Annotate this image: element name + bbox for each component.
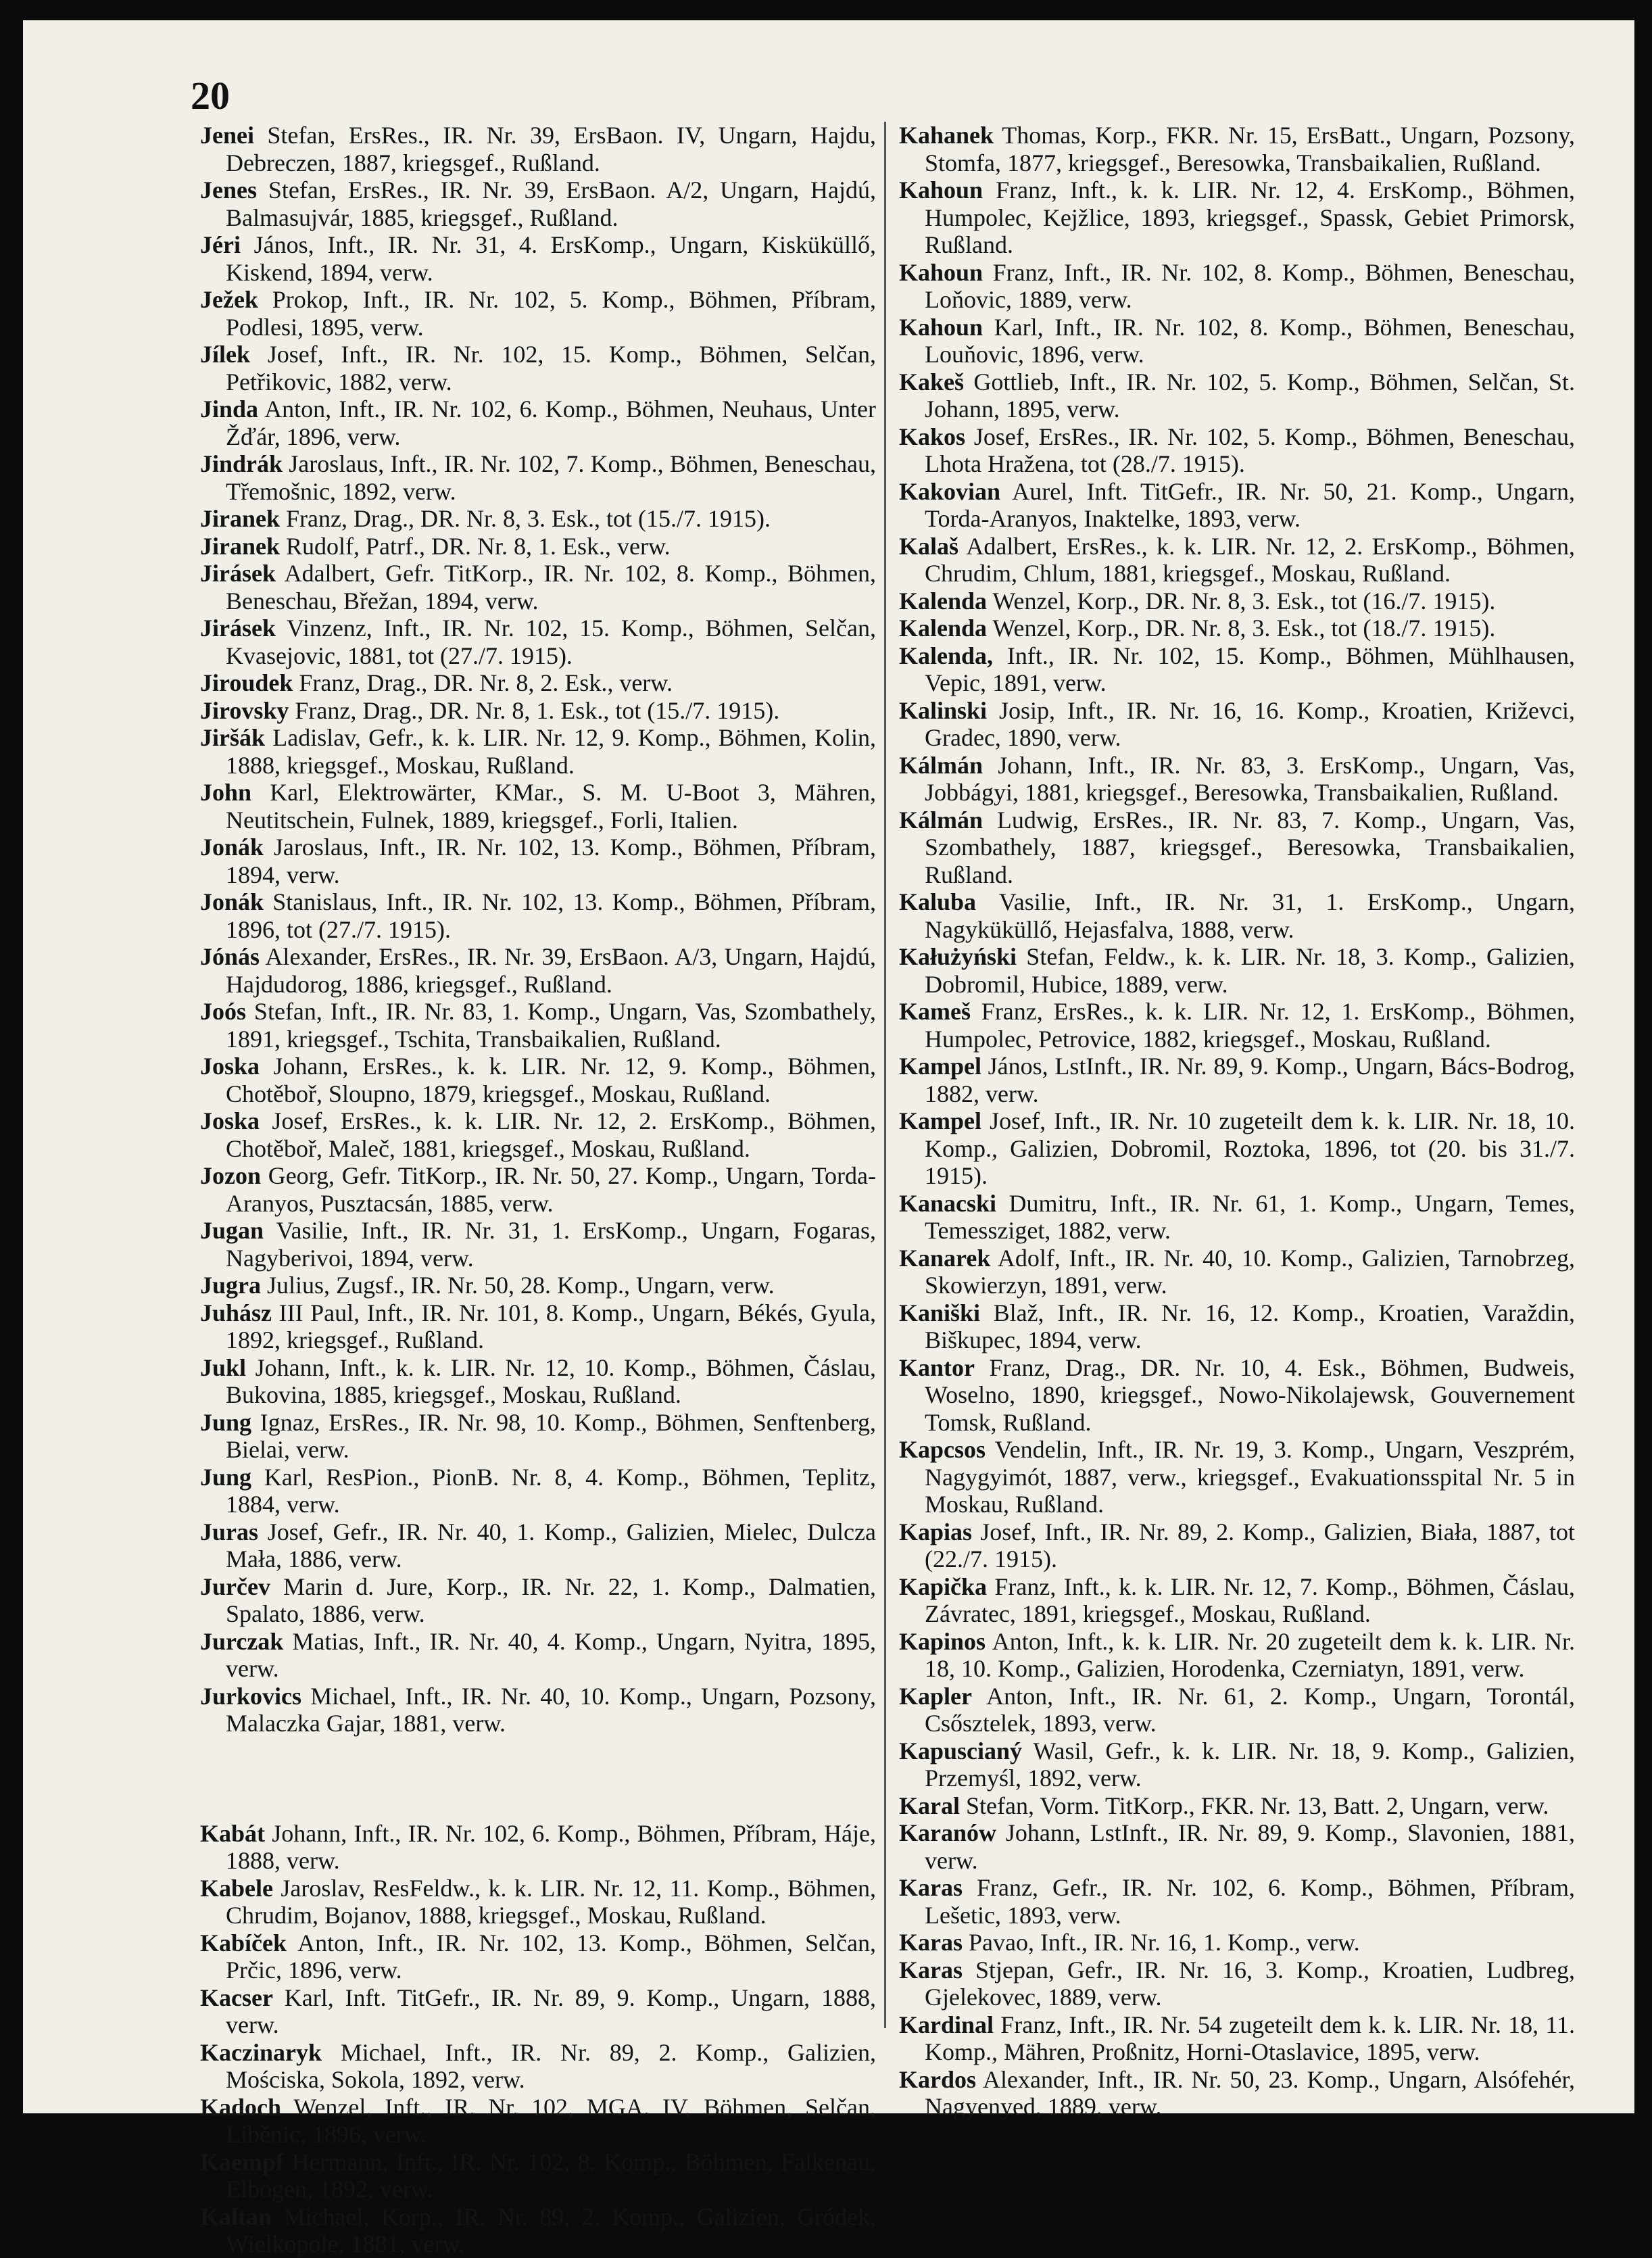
list-entry — [200, 1053, 876, 1107]
entry-surname: Kalenda, — [899, 642, 994, 669]
entry-details: Anton, Inft., IR. Nr. 102, 6. Komp., Böhmen, Neuhaus, Unter Žďár, 1896, verw. — [226, 395, 876, 450]
list-entry — [899, 1874, 1575, 1929]
entry-surname: Jiršák — [200, 724, 266, 751]
list-entry — [200, 669, 876, 697]
list-entry — [200, 2148, 876, 2203]
entry-details: Georg, Gefr. TitKorp., IR. Nr. 50, 27. Komp., Ungarn, Torda-Aranyos, Pusztacsán, 1885, verw. — [226, 1162, 876, 1217]
entry-details: Franz, Inft., IR. Nr. 102, 8. Komp., Böhmen, Beneschau, Loňovic, 1889, verw. — [925, 258, 1575, 313]
entry-surname: Jozon — [200, 1162, 261, 1189]
entry-surname: Kaltan — [200, 2203, 272, 2230]
entry-details: Johann, Inft., IR. Nr. 102, 6. Komp., Böhmen, Příbram, Háje, 1888, verw. — [226, 1819, 876, 1874]
list-entry — [200, 779, 876, 834]
entry-details: Wenzel, Korp., DR. Nr. 8, 3. Esk., tot (16./7. 1915). — [987, 587, 1496, 615]
entry-details: Vasilie, Inft., IR. Nr. 31, 1. ErsKomp., Ungarn, Fogaras, Nagyberivoi, 1894, verw. — [226, 1217, 876, 1272]
entry-surname: Jonák — [200, 834, 264, 861]
entry-details: Jaroslaus, Inft., IR. Nr. 102, 13. Komp., Böhmen, Příbram, 1894, verw. — [226, 834, 876, 888]
entry-details: Anton, Inft., k. k. LIR. Nr. 20 zugeteilt dem k. k. LIR. Nr. 18, 10. Komp., Galizien, Horodenka, Czerniatyn, 1891, verw. — [925, 1627, 1575, 1682]
entry-surname: Ježek — [200, 286, 258, 313]
entry-surname: Jéri — [200, 231, 241, 258]
list-entry — [899, 752, 1575, 807]
entry-details: Karl, ResPion., PionB. Nr. 8, 4. Komp., Böhmen, Teplitz, 1884, verw. — [226, 1463, 876, 1518]
entry-surname: Kardos — [899, 2065, 977, 2093]
entry-surname: Kakovian — [899, 477, 1001, 505]
entry-details: Franz, ErsRes., k. k. LIR. Nr. 12, 1. ErsKomp., Böhmen, Humpolec, Petrovice, 1882, kriegsgef., Moskau, Rußland. — [925, 998, 1575, 1053]
document-page — [23, 20, 1634, 2257]
entry-surname: Juras — [200, 1518, 259, 1545]
entry-details: Blaž, Inft., IR. Nr. 16, 12. Komp., Kroatien, Varaždin, Biškupec, 1894, verw. — [925, 1299, 1575, 1353]
list-entry — [200, 1628, 876, 1683]
entry-surname: Jugan — [200, 1217, 264, 1244]
entry-details: Franz, Inft., k. k. LIR. Nr. 12, 4. ErsKomp., Böhmen, Humpolec, Kejžlice, 1893, kriegsgef., Spassk, Gebiet Primorsk, Rußland. — [925, 176, 1575, 258]
entry-details: Josip, Inft., IR. Nr. 16, 16. Komp., Kroatien, Križevci, Gradec, 1890, verw. — [925, 696, 1575, 751]
entry-details: Franz, Inft., IR. Nr. 54 zugeteilt dem k. k. LIR. Nr. 18, 11. Komp., Mähren, Proßnitz, Horni-Otaslavice, 1895, verw. — [925, 2011, 1575, 2065]
entry-surname: Joska — [200, 1107, 260, 1134]
entry-details: Thomas, Korp., FKR. Nr. 15, ErsBatt., Ungarn, Pozsony, Stomfa, 1877, kriegsgef., Beresowka, Transbaikalien, Rußland. — [925, 122, 1575, 176]
list-entry — [200, 1929, 876, 1984]
entry-surname: Jenei — [200, 122, 254, 149]
list-entry — [200, 1820, 876, 1875]
list-entry — [200, 395, 876, 450]
entry-details: Karl, Inft. TitGefr., IR. Nr. 89, 9. Komp., Ungarn, 1888, verw. — [226, 1984, 876, 2038]
entry-details: Adalbert, Gefr. TitKorp., IR. Nr. 102, 8. Komp., Böhmen, Beneschau, Břežan, 1894, verw. — [226, 560, 876, 615]
entry-surname: Jiranek — [200, 532, 281, 560]
list-entry — [899, 943, 1575, 998]
entry-details: Ignaz, ErsRes., IR. Nr. 98, 10. Komp., Böhmen, Senftenberg, Bielai, verw. — [226, 1408, 876, 1463]
list-entry — [200, 450, 876, 505]
entry-surname: Kantor — [899, 1353, 975, 1381]
entry-details: Karl, Inft., IR. Nr. 102, 8. Komp., Böhmen, Beneschau, Louňovic, 1896, verw. — [925, 313, 1575, 368]
list-entry — [200, 1573, 876, 1628]
list-entry — [200, 998, 876, 1053]
entry-details: Adolf, Inft., IR. Nr. 40, 10. Komp., Galizien, Tarnobrzeg, Skowierzyn, 1891, verw. — [925, 1244, 1575, 1299]
list-entry — [899, 1299, 1575, 1354]
entry-details: Alexander, ErsRes., IR. Nr. 39, ErsBaon. A/3, Ungarn, Hajdú, Hajdudorog, 1886, kriegsgef., Rußland. — [226, 943, 876, 998]
list-entry — [200, 834, 876, 888]
entry-surname: Kabele — [200, 1874, 273, 1902]
entry-surname: Kameš — [899, 998, 971, 1025]
entry-surname: Kacser — [200, 1984, 273, 2011]
entry-surname: Jílek — [200, 341, 251, 368]
entry-surname: Jukl — [200, 1353, 247, 1381]
entry-details: Johann, Inft., IR. Nr. 83, 3. ErsKomp., Ungarn, Vas, Jobbágyi, 1881, kriegsgef., Beresowka, Transbaikalien, Rußland. — [925, 751, 1575, 806]
entry-surname: Jinda — [200, 395, 259, 423]
entry-details: Pavao, Inft., IR. Nr. 16, 1. Komp., verw. — [963, 1929, 1360, 1956]
entry-details: Stefan, ErsRes., IR. Nr. 39, ErsBaon. IV, Ungarn, Hajdu, Debreczen, 1887, kriegsgef., Rußland. — [226, 122, 876, 176]
entry-details: Ladislav, Gefr., k. k. LIR. Nr. 12, 9. Komp., Böhmen, Kolin, 1888, kriegsgef., Moskau, Rußland. — [226, 724, 876, 779]
entry-details: Ludwig, ErsRes., IR. Nr. 83, 7. Komp., Ungarn, Vas, Szombathely, 1887, kriegsgef., Beresowka, Transbaikalien, Rußland. — [925, 806, 1575, 888]
column-divider — [884, 122, 886, 2028]
entry-details: Josef, Gefr., IR. Nr. 40, 1. Komp., Galizien, Mielec, Dulcza Mała, 1886, verw. — [226, 1518, 876, 1572]
entry-surname: Kahoun — [899, 313, 983, 341]
entry-details: Julius, Zugsf., IR. Nr. 50, 28. Komp., Ungarn, verw. — [261, 1272, 775, 1299]
entry-surname: Jurczak — [200, 1627, 284, 1655]
entry-surname: Kakos — [899, 423, 966, 450]
entry-details: Franz, Drag., DR. Nr. 8, 3. Esk., tot (15./7. 1915). — [280, 505, 771, 532]
list-entry — [899, 1929, 1575, 1956]
list-entry — [200, 286, 876, 341]
list-entry — [899, 1107, 1575, 1190]
list-entry — [899, 314, 1575, 368]
entry-details: Josef, ErsRes., k. k. LIR. Nr. 12, 2. ErsKomp., Böhmen, Chotěboř, Maleč, 1881, kriegsgef., Moskau, Rußland. — [226, 1107, 876, 1162]
entry-details: Adalbert, ErsRes., k. k. LIR. Nr. 12, 2. ErsKomp., Böhmen, Chrudim, Chlum, 1881, kriegsgef., Moskau, Rußland. — [925, 532, 1575, 587]
entry-details: Josef, ErsRes., IR. Nr. 102, 5. Komp., Böhmen, Beneschau, Lhota Hražena, tot (28./7. 1915). — [925, 423, 1575, 477]
entry-surname: Jung — [200, 1408, 252, 1436]
entry-details: Marin d. Jure, Korp., IR. Nr. 22, 1. Komp., Dalmatien, Spalato, 1886, verw. — [226, 1572, 876, 1627]
list-entry — [200, 1217, 876, 1272]
entry-surname: Karas — [899, 1956, 963, 1984]
list-entry — [200, 1299, 876, 1354]
entry-surname: Kaniški — [899, 1299, 981, 1326]
list-entry — [899, 1053, 1575, 1107]
entry-details: Josef, Inft., IR. Nr. 102, 15. Komp., Böhmen, Selčan, Petřikovic, 1882, verw. — [226, 341, 876, 395]
entry-surname: Jirásek — [200, 560, 276, 587]
entry-surname: Kálmán — [899, 751, 983, 779]
entry-surname: Kadoch — [200, 2093, 282, 2121]
entry-details: Matias, Inft., IR. Nr. 40, 4. Komp., Ungarn, Nyitra, 1895, verw. — [226, 1627, 876, 1682]
entry-details: Vasilie, Inft., IR. Nr. 31, 1. ErsKomp., Ungarn, Nagyküküllő, Hejasfalva, 1888, verw. — [925, 888, 1575, 943]
entry-surname: Kampel — [899, 1107, 981, 1134]
entry-details: Franz, Gefr., IR. Nr. 102, 6. Komp., Böhmen, Příbram, Lešetic, 1893, verw. — [925, 1874, 1575, 1929]
list-entry — [899, 587, 1575, 615]
entry-surname: Kampel — [899, 1053, 981, 1080]
entry-surname: John — [200, 779, 252, 806]
left-column — [200, 122, 876, 2258]
list-entry — [899, 1573, 1575, 1628]
entry-surname: Kaczinaryk — [200, 2038, 322, 2066]
entry-surname: Jugra — [200, 1272, 261, 1299]
list-entry — [899, 888, 1575, 943]
list-entry — [899, 423, 1575, 478]
entry-details: Franz, Inft., k. k. LIR. Nr. 12, 7. Komp., Böhmen, Čáslau, Závratec, 1891, kriegsgef., Moskau, Rußland. — [925, 1572, 1575, 1627]
entry-details: Michael, Korp., IR. Nr. 89, 2. Komp., Galizien, Gródek, Wielkopole, 1881, verw. — [226, 2203, 876, 2257]
list-entry — [200, 724, 876, 779]
entry-details: Wenzel, Korp., DR. Nr. 8, 3. Esk., tot (18./7. 1915). — [987, 615, 1496, 642]
entry-surname: Jonák — [200, 888, 264, 915]
entry-surname: Kaempf — [200, 2148, 284, 2176]
list-entry — [200, 1518, 876, 1573]
list-entry — [899, 1436, 1575, 1518]
entry-details: III Paul, Inft., IR. Nr. 101, 8. Komp., Ungarn, Békés, Gyula, 1892, kriegsgef., Rußland. — [226, 1299, 876, 1353]
list-entry — [899, 368, 1575, 423]
list-entry — [200, 697, 876, 725]
list-entry — [200, 2094, 876, 2148]
entry-details: Jaroslaus, Inft., IR. Nr. 102, 7. Komp., Böhmen, Beneschau, Třemošnic, 1892, verw. — [226, 450, 876, 505]
list-entry — [200, 505, 876, 533]
list-entry — [200, 341, 876, 395]
list-entry — [200, 1875, 876, 1929]
entry-surname: Kałużyński — [899, 943, 1017, 970]
entry-surname: Kapcsos — [899, 1436, 986, 1463]
entry-details: Stanislaus, Inft., IR. Nr. 102, 13. Komp., Böhmen, Příbram, 1896, tot (27./7. 1915). — [226, 888, 876, 943]
entry-details: Stefan, Inft., IR. Nr. 83, 1. Komp., Ungarn, Vas, Szombathely, 1891, kriegsgef., Tschita, Transbaikalien, Rußland. — [226, 998, 876, 1053]
entry-surname: Kalinski — [899, 696, 988, 724]
list-entry — [899, 122, 1575, 176]
entry-surname: Karanów — [899, 1819, 996, 1846]
list-entry — [899, 1956, 1575, 2011]
entry-details: János, LstInft., IR. Nr. 89, 9. Komp., Ungarn, Bács-Bodrog, 1882, verw. — [925, 1053, 1575, 1107]
entry-surname: Kahoun — [899, 176, 983, 203]
entry-surname: Kaluba — [899, 888, 977, 915]
entry-surname: Karal — [899, 1792, 960, 1819]
entry-surname: Jirovsky — [200, 696, 289, 724]
entry-details: Stefan, ErsRes., IR. Nr. 39, ErsBaon. A/2, Ungarn, Hajdú, Balmasujvár, 1885, kriegsgef., Rußland. — [226, 176, 876, 231]
entry-details: Wenzel, Inft., IR. Nr. 102, MGA. IV, Böhmen, Selčan, Liběnic, 1896, verw. — [226, 2093, 876, 2148]
list-entry — [200, 1409, 876, 1464]
entry-details: Michael, Inft., IR. Nr. 40, 10. Komp., Ungarn, Pozsony, Malaczka Gajar, 1881, verw. — [226, 1682, 876, 1737]
list-entry — [899, 533, 1575, 587]
list-entry — [899, 642, 1575, 697]
entry-details: Anton, Inft., IR. Nr. 102, 13. Komp., Böhmen, Selčan, Prčic, 1896, verw. — [226, 1929, 876, 1984]
entry-details: Karl, Elektrowärter, KMar., S. M. U-Boot 3, Mähren, Neutitschein, Fulnek, 1889, kriegsgef., Forli, Italien. — [226, 779, 876, 834]
list-entry — [200, 176, 876, 231]
entry-details: Vinzenz, Inft., IR. Nr. 102, 15. Komp., Böhmen, Selčan, Kvasejovic, 1881, tot (27./7. 1915). — [226, 615, 876, 669]
entry-surname: Kapuscianý — [899, 1737, 1023, 1764]
entry-surname: Jónás — [200, 943, 260, 970]
list-entry — [899, 998, 1575, 1053]
entry-surname: Kahoun — [899, 258, 983, 286]
list-entry — [200, 1683, 876, 1737]
right-column — [899, 122, 1575, 2121]
list-entry — [200, 122, 876, 176]
list-entry — [200, 231, 876, 286]
list-entry — [200, 1272, 876, 1299]
list-entry — [899, 1737, 1575, 1792]
entry-details: Aurel, Inft. TitGefr., IR. Nr. 50, 21. Komp., Ungarn, Torda-Aranyos, Inaktelke, 1893, verw. — [925, 477, 1575, 532]
entry-surname: Jirásek — [200, 615, 276, 642]
list-entry — [899, 807, 1575, 889]
entry-details: Prokop, Inft., IR. Nr. 102, 5. Komp., Böhmen, Příbram, Podlesi, 1895, verw. — [226, 286, 876, 341]
list-entry — [200, 560, 876, 615]
entry-details: Wasil, Gefr., k. k. LIR. Nr. 18, 9. Komp., Galizien, Przemyśl, 1892, verw. — [925, 1737, 1575, 1792]
entry-details: Josef, Inft., IR. Nr. 89, 2. Komp., Galizien, Biała, 1887, tot (22./7. 1915). — [925, 1518, 1575, 1572]
entry-details: Johann, Inft., k. k. LIR. Nr. 12, 10. Komp., Böhmen, Čáslau, Bukovina, 1885, kriegsgef., Moskau, Rußland. — [226, 1353, 876, 1408]
entry-details: Dumitru, Inft., IR. Nr. 61, 1. Komp., Ungarn, Temes, Temessziget, 1882, verw. — [925, 1189, 1575, 1244]
entry-details: Alexander, Inft., IR. Nr. 50, 23. Komp., Ungarn, Alsófehér, Nagyenyed, 1889, verw. — [925, 2065, 1575, 2120]
list-entry — [899, 478, 1575, 533]
list-entry — [899, 1245, 1575, 1299]
entry-surname: Joska — [200, 1053, 260, 1080]
entry-details: Franz, Drag., DR. Nr. 8, 2. Esk., verw. — [293, 669, 673, 696]
entry-details: Franz, Drag., DR. Nr. 8, 1. Esk., tot (15./7. 1915). — [289, 696, 780, 724]
list-entry — [899, 2011, 1575, 2066]
entry-details: Gottlieb, Inft., IR. Nr. 102, 5. Komp., Böhmen, Selčan, St. Johann, 1895, verw. — [925, 368, 1575, 423]
entry-surname: Kapler — [899, 1682, 972, 1710]
entry-surname: Jurčev — [200, 1572, 270, 1600]
entry-details: Stefan, Feldw., k. k. LIR. Nr. 18, 3. Komp., Galizien, Dobromil, Hubice, 1889, verw. — [925, 943, 1575, 998]
list-entry — [899, 697, 1575, 752]
list-entry — [899, 1518, 1575, 1573]
entry-details: Rudolf, Patrf., DR. Nr. 8, 1. Esk., verw. — [280, 532, 671, 560]
list-entry — [899, 1628, 1575, 1683]
entry-details: Josef, Inft., IR. Nr. 10 zugeteilt dem k. k. LIR. Nr. 18, 10. Komp., Galizien, Dobromil, Roztoka, 1896, tot (20. bis 31./7. 1915). — [925, 1107, 1575, 1189]
list-entry — [200, 1162, 876, 1217]
entry-details: Johann, ErsRes., k. k. LIR. Nr. 12, 9. Komp., Böhmen, Chotěboř, Sloupno, 1879, kriegsgef., Moskau, Rußland. — [226, 1053, 876, 1107]
entry-details: Vendelin, Inft., IR. Nr. 19, 3. Komp., Ungarn, Veszprém, Nagygyimót, 1887, verw., kriegsgef., Evakuationsspital Nr. 5 in Moskau, Rußland. — [925, 1436, 1575, 1518]
list-entry — [899, 1190, 1575, 1245]
entry-surname: Kakeš — [899, 368, 965, 395]
list-entry — [200, 1354, 876, 1409]
entry-surname: Jiroudek — [200, 669, 293, 696]
entry-surname: Jung — [200, 1463, 252, 1491]
entry-details: Michael, Inft., IR. Nr. 89, 2. Komp., Galizien, Mościska, Sokola, 1892, verw. — [226, 2038, 876, 2093]
list-entry — [200, 943, 876, 998]
entry-surname: Kabíček — [200, 1929, 287, 1956]
entry-details: Anton, Inft., IR. Nr. 61, 2. Komp., Ungarn, Torontál, Csősztelek, 1893, verw. — [925, 1682, 1575, 1737]
page-number: 20 — [191, 74, 230, 118]
list-entry — [200, 2203, 876, 2258]
entry-surname: Kapička — [899, 1572, 988, 1600]
list-entry — [899, 176, 1575, 259]
entry-details: János, Inft., IR. Nr. 31, 4. ErsKomp., Ungarn, Kisküküllő, Kiskend, 1894, verw. — [226, 231, 876, 286]
entry-details: Stefan, Vorm. TitKorp., FKR. Nr. 13, Batt. 2, Ungarn, verw. — [959, 1792, 1549, 1819]
list-entry — [899, 1683, 1575, 1737]
entry-surname: Kalenda — [899, 615, 988, 642]
entry-details: Franz, Drag., DR. Nr. 10, 4. Esk., Böhmen, Budweis, Woselno, 1890, kriegsgef., Nowo-Nikolajewsk, Gouvernement Tomsk, Rußland. — [925, 1353, 1575, 1436]
entry-surname: Karas — [899, 1929, 963, 1956]
list-entry — [200, 888, 876, 943]
entry-surname: Jurkovics — [200, 1682, 302, 1710]
entry-surname: Kapinos — [899, 1627, 986, 1655]
entry-details: Johann, LstInft., IR. Nr. 89, 9. Komp., Slavonien, 1881, verw. — [925, 1819, 1575, 1874]
entry-surname: Kabát — [200, 1819, 266, 1847]
entry-surname: Kahanek — [899, 122, 994, 149]
entry-surname: Jiranek — [200, 505, 281, 532]
entry-surname: Karas — [899, 1874, 963, 1901]
entry-details: Stjepan, Gefr., IR. Nr. 16, 3. Komp., Kroatien, Ludbreg, Gjelekovec, 1889, verw. — [925, 1956, 1575, 2011]
entry-surname: Kalenda — [899, 587, 988, 615]
entry-surname: Kardinal — [899, 2011, 994, 2038]
entry-surname: Juhász — [200, 1299, 272, 1326]
list-entry — [899, 2066, 1575, 2121]
entry-surname: Kálmán — [899, 806, 983, 834]
entry-surname: Kanarek — [899, 1244, 991, 1272]
entry-details: Hermann, Inft., IR. Nr. 102, 8. Komp., Böhmen, Falkenau, Elbogen, 1892, verw. — [226, 2148, 876, 2203]
entry-surname: Kapias — [899, 1518, 973, 1545]
list-entry — [899, 1354, 1575, 1437]
entry-surname: Kanacski — [899, 1189, 997, 1217]
entry-details: Inft., IR. Nr. 102, 15. Komp., Böhmen, Mühlhausen, Vepic, 1891, verw. — [925, 642, 1575, 696]
entry-surname: Kalaš — [899, 532, 959, 560]
list-entry — [899, 615, 1575, 642]
list-entry — [899, 1819, 1575, 1874]
list-entry — [200, 2039, 876, 2094]
entry-surname: Joós — [200, 998, 247, 1025]
list-entry — [200, 1464, 876, 1518]
entry-surname: Jindrák — [200, 450, 283, 477]
section-gap — [200, 1737, 876, 1820]
list-entry — [200, 1984, 876, 2039]
list-entry — [899, 1792, 1575, 1820]
list-entry — [200, 1107, 876, 1162]
list-entry — [200, 533, 876, 560]
entry-surname: Jenes — [200, 176, 257, 203]
entry-details: Jaroslav, ResFeldw., k. k. LIR. Nr. 12, 11. Komp., Böhmen, Chrudim, Bojanov, 1888, kriegsgef., Moskau, Rußland. — [226, 1874, 876, 1929]
list-entry — [200, 615, 876, 669]
list-entry — [899, 259, 1575, 314]
